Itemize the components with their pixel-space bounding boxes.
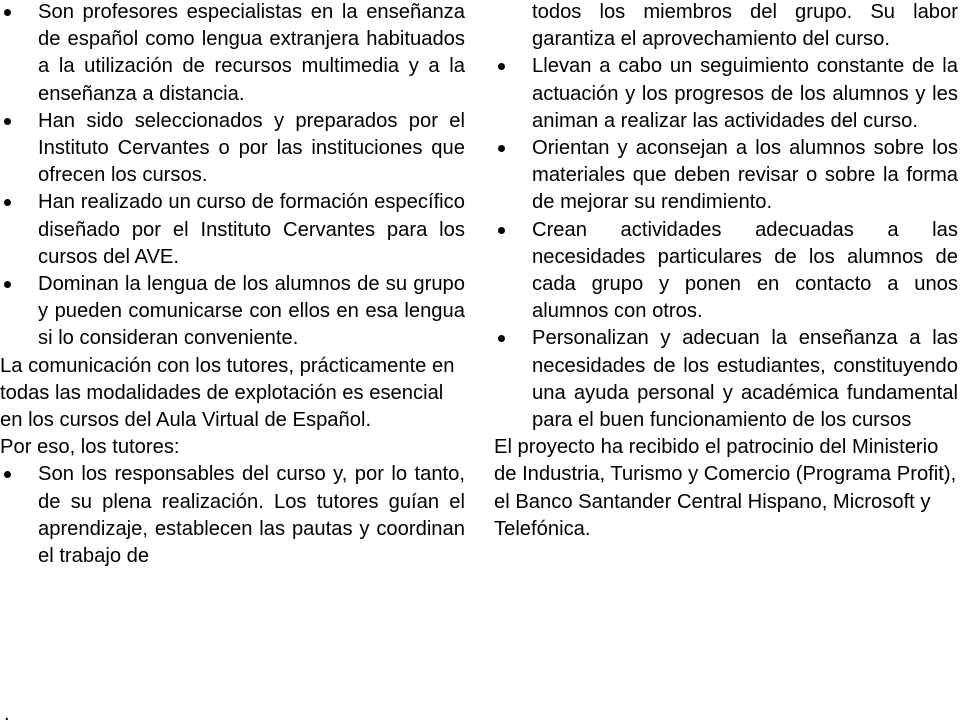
left-column xyxy=(0,0,465,570)
list-item-text: Personalizan y adecuan la enseñanza a las necesidades de los estudiantes, constituyendo una ayuda personal y académica fundamental para el buen funcionamiento de los cursos xyxy=(532,327,958,432)
funding-paragraph: El proyecto ha recibido el patrocinio del Ministerio de Industria, Turismo y Comercio (Programa Profit), el Banco Santander Central Hispano, Microsoft y Telefónica. xyxy=(494,436,957,540)
list-item xyxy=(0,0,465,108)
bullet-icon xyxy=(4,9,11,16)
list-item xyxy=(0,271,465,353)
qualifications-list xyxy=(0,0,465,353)
bullet-icon xyxy=(498,145,505,152)
stray-mark: . xyxy=(4,703,10,725)
list-item xyxy=(0,189,465,271)
list-item xyxy=(0,108,465,190)
list-item-text: Han sido seleccionados y preparados por el Instituto Cervantes o por las instituciones que ofrecen los cursos. xyxy=(38,109,465,187)
bullet-icon xyxy=(498,335,505,342)
list-item xyxy=(494,325,958,434)
bullet-icon xyxy=(498,63,505,70)
communication-paragraph: La comunicación con los tutores, prácticamente en todas las modalidades de explotación es esencial en los cursos del Aula Virtual de Español. xyxy=(0,354,455,432)
list-item-text: Crean actividades adecuadas a las necesidades particulares de los alumnos de cada grupo y ponen en contacto a unos alumnos con otros. xyxy=(532,218,958,323)
list-item-text: Son profesores especialistas en la enseñanza de español como lengua extranjera habituados a la utilización de recursos multimedia y a la enseñanza a distancia. xyxy=(38,1,465,105)
list-item xyxy=(494,53,958,135)
bullet-icon xyxy=(4,471,11,478)
list-item-continuation: todos los miembros del grupo. Su labor garantiza el aprovechamiento del curso. xyxy=(532,1,958,51)
bullet-icon xyxy=(498,227,505,234)
tutor-duties-list-start xyxy=(0,461,465,570)
tutors-intro: Por eso, los tutores: xyxy=(0,436,180,459)
list-item xyxy=(494,217,958,326)
tutor-duties-list xyxy=(494,53,958,434)
list-item-text: Dominan la lengua de los alumnos de su grupo y pueden comunicarse con ellos en esa lengua si lo consideran conveniente. xyxy=(38,273,465,350)
bullet-icon xyxy=(4,281,11,288)
list-item-text: Orientan y aconsejan a los alumnos sobre los materiales que deben revisar o sobre la forma de mejorar su rendimiento. xyxy=(532,137,958,214)
list-item xyxy=(0,461,465,570)
bullet-icon xyxy=(4,118,11,125)
right-column xyxy=(494,0,958,543)
bullet-icon xyxy=(4,199,11,206)
list-item-text: Han realizado un curso de formación específico diseñado por el Instituto Cervantes para los cursos del AVE. xyxy=(38,191,465,268)
list-item-text: Son los responsables del curso y, por lo tanto, de su plena realización. Los tutores guían el aprendizaje, establecen las pautas y coordinan el trabajo de xyxy=(38,463,465,568)
list-item-text: Llevan a cabo un seguimiento constante de la actuación y los progresos de los alumnos y les animan a realizar las actividades del curso. xyxy=(532,55,958,132)
list-item xyxy=(494,135,958,217)
